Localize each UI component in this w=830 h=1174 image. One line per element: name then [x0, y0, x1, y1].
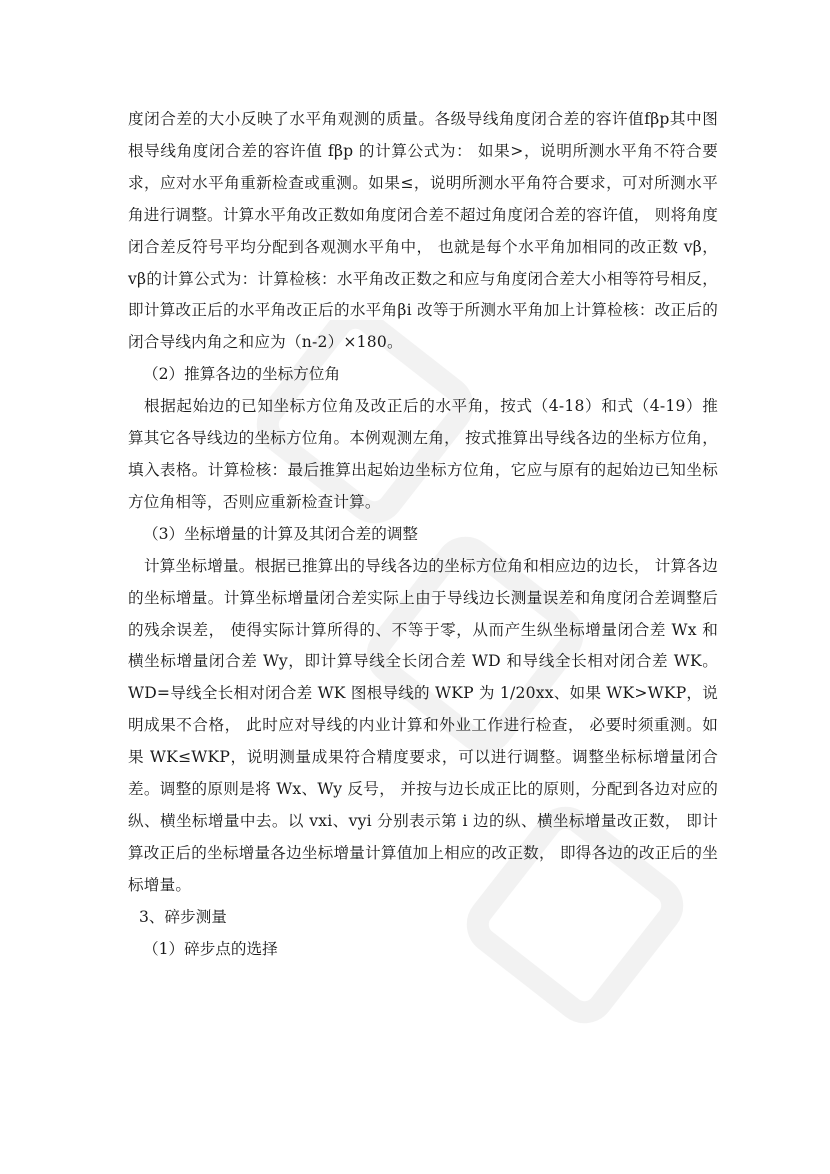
heading-detail-survey: 3、碎步测量 [139, 907, 227, 926]
heading-coordinate-increment: （3）坐标增量的计算及其闭合差的调整 [143, 524, 419, 543]
document-body [128, 104, 718, 965]
heading-detail-point-selection: （1）碎步点的选择 [143, 939, 278, 958]
paragraph-azimuth: 根据起始边的已知坐标方位角及改正后的水平角，按式（4-18）和式（4-19）推算其它各导线边的坐标方位角。本例观测左角， 按式推算出导线各边的坐标方位角，填入表格。计算检核：最后推算出起始边坐标方位角，它应与原有的起始边已知坐标方位角相等，否则应重新检查计算。 [128, 397, 718, 511]
paragraph-angle-closure: 度闭合差的大小反映了水平角观测的质量。各级导线角度闭合差的容许值fβp其中图根导线角度闭合差的容许值 fβp 的计算公式为： 如果>，说明所测水平角不符合要求，应对水平角重新检查或重测。如果≤，说明所测水平角符合要求，可对所测水平角进行调整。计算水平角改正数如角度闭合差不超过角度闭合差的容许值， 则将角度闭合差反符号平均分配到各观测水平角中， 也就是每个水平角加相同的改正数 vβ， vβ的计算公式为：计算检核：水平角改正数之和应与角度闭合差大小相等符号相反， 即计算改正后的水平角改正后的水平角βi 改等于所测水平角加上计算检核：改正后的闭合导线内角之和应为（n-2）×180。 [128, 110, 718, 352]
heading-azimuth: （2）推算各边的坐标方位角 [143, 365, 341, 384]
paragraph-coordinate-increment: 计算坐标增量。根据已推算出的导线各边的坐标方位角和相应边的边长， 计算各边的坐标增量。计算坐标增量闭合差实际上由于导线边长测量误差和角度闭合差调整后的残余误差， 使得实际计算所得的、不等于零，从而产生纵坐标增量闭合差 Wx 和横坐标增量闭合差 Wy，即计算导线全长闭合差 WD 和导线全长相对闭合差 WK。WD=导线全长相对闭合差 WK 图根导线的 WKP 为 1/20xx、如果 WK>WKP，说明成果不合格， 此时应对导线的内业计算和外业工作进行检查， 必要时须重测。如果 WK≤WKP，说明测量成果符合精度要求，可以进行调整。调整坐标标增量闭合差。调整的原则是将 Wx、Wy 反号， 并按与边长成正比的原则，分配到各边对应的纵、横坐标增量中去。以 vxi、vyi 分别表示第 i 边的纵、横坐标增量改正数， 即计算改正后的坐标增量各边坐标增量计算值加上相应的改正数， 即得各边的改正后的坐标增量。 [128, 556, 718, 894]
